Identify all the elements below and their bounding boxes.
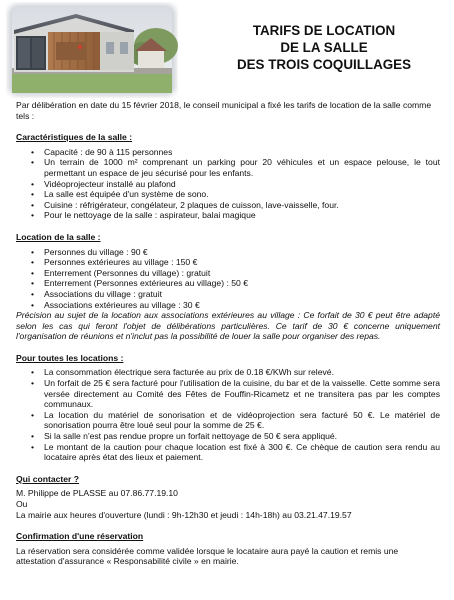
section-heading-confirmation: Confirmation d'une réservation <box>16 531 144 542</box>
title-line-1: TARIFS DE LOCATION <box>252 23 396 38</box>
section-heading-location: Location de la salle : <box>16 231 101 242</box>
section-heading-toutes-locations: Pour toutes les locations : <box>16 352 124 363</box>
document-title <box>208 22 440 73</box>
list-item: • Si la salle n'est pas rendue propre un forfait nettoyage de 50 € sera appliqué. <box>44 431 440 442</box>
section-heading-contact: Qui contacter ? <box>16 473 80 484</box>
intro-paragraph: Par délibération en date du 15 février 2018, le conseil municipal a fixé les tarifs de location de la salle comme tels : <box>16 100 432 121</box>
toutes-locations-list <box>16 367 440 462</box>
list-item: • Personnes du village : 90 € <box>44 247 440 258</box>
list-item: • Enterrement (Personnes du village) : gratuit <box>44 268 440 279</box>
list-item: • Cuisine : réfrigérateur, congélateur, 2 plaques de cuisson, lave-vaisselle, four. <box>44 200 440 211</box>
list-item: • Le montant de la caution pour chaque location est fixé à 300 €. Ce chèque de caution sera rendu au locataire après état des lieux et paiement. <box>44 442 440 463</box>
title-line-3: DES TROIS COQUILLAGES <box>236 57 412 72</box>
list-item: • Vidéoprojecteur installé au plafond <box>44 179 440 190</box>
confirmation-text: La réservation sera considérée comme validée lorsque le locataire aura payé la caution et remis une attestation d'assurance « Responsabilité civile » en mairie. <box>16 545 399 567</box>
list-item: • Un forfait de 25 € sera facturé pour l'utilisation de la cuisine, du bar et de la vaisselle. Cette somme sera versée directement au Comité des Fêtes de Fouffin-Ricametz et ne transitera pas par les comptes communaux. <box>44 378 440 410</box>
location-note: Précision au sujet de la location aux associations extérieures au village : Ce forfait de 30 € peut être adapté selon les cas qui feront l'objet de délibérations particulières. Ce tarif de 30 € concerne uniquement l'organisation de réunions et n'inclut pas la possibilité de louer la salle pour organiser des repas. <box>16 310 440 342</box>
list-item: • Capacité : de 90 à 115 personnes <box>44 147 440 158</box>
list-item: • Associations extérieures au village : 30 € <box>44 300 440 311</box>
contact-person: M. Philippe de PLASSE au 07.86.77.19.10 <box>16 488 178 499</box>
section-heading-caracteristiques: Caractéristiques de la salle : <box>16 132 133 143</box>
contact-mairie: La mairie aux heures d'ouverture (lundi : 9h-12h30 et jeudi : 14h-18h) au 03.21.47.19.57 <box>16 509 352 520</box>
hall-photo <box>6 2 178 98</box>
caracteristiques-list <box>16 147 440 221</box>
list-item: • Associations du village : gratuit <box>44 289 440 300</box>
list-item: • La salle est équipée d'un système de sono. <box>44 189 440 200</box>
list-item: • La consommation électrique sera facturée au prix de 0.18 €/KWh sur relevé. <box>44 367 440 378</box>
list-item: • Enterrement (Personnes extérieures au village) : 50 € <box>44 278 440 289</box>
contact-or: Ou <box>16 499 28 509</box>
hall-photo-illustration <box>6 2 178 98</box>
list-item: • La location du matériel de sonorisation et de vidéoprojection sera facturé 50 €. Le matériel de sonorisation pourra être loué seul pour la somme de 25 €. <box>44 410 440 431</box>
list-item: • Pour le nettoyage de la salle : aspirateur, balai magique <box>44 210 440 221</box>
document-body <box>16 100 440 567</box>
title-line-2: DE LA SALLE <box>280 40 368 55</box>
list-item: • Personnes extérieures au village : 150 € <box>44 257 440 268</box>
location-list <box>16 247 440 311</box>
list-item: • Un terrain de 1000 m² comprenant un parking pour 20 véhicules et un espace pelouse, le tout permettant un espace de jeu sécurisé pour les enfants. <box>44 157 440 178</box>
